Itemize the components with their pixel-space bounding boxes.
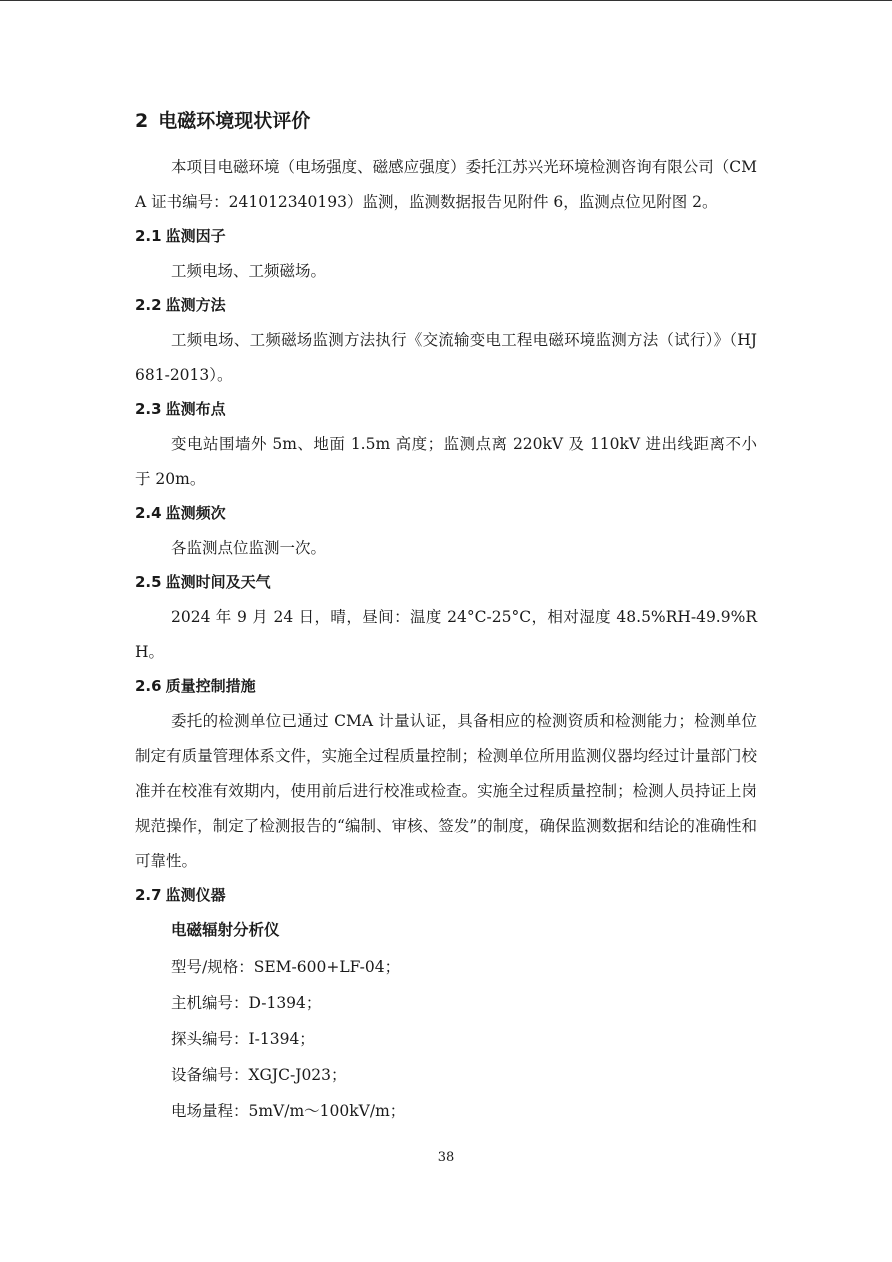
intro-paragraph: 本项目电磁环境（电场强度、磁感应强度）委托江苏兴光环境检测咨询有限公司（CMA 证书编号：241012340193）监测，监测数据报告见附件 6，监测点位见附图 2。 [135, 158, 757, 211]
instrument-spec-line: 电场量程：5mV/m～100kV/m； [171, 1102, 406, 1120]
instrument-spec-line: 设备编号：XGJC-J023； [171, 1066, 347, 1084]
top-border-line [0, 0, 892, 1]
instrument-spec-line: 探头编号：I-1394； [171, 1030, 315, 1048]
document-page [135, 104, 757, 1130]
subsection-text-2-6: 委托的检测单位已通过 CMA 计量认证，具备相应的检测资质和检测能力；检测单位制定有质量管理体系文件，实施全过程质量控制；检测单位所用监测仪器均经过计量部门校准并在校准有效期内，使用前后进行校准或检查。实施全过程质量控制；检测人员持证上岗规范操作，制定了检测报告的“编制、审核、签发”的制度，确保监测数据和结论的准确性和可靠性。 [135, 712, 757, 870]
instrument-spec-line: 型号/规格：SEM-600+LF-04； [171, 958, 401, 976]
instrument-spec-line: 主机编号：D-1394； [171, 994, 322, 1012]
subsection-heading-2-4: 2.4 监测频次 [135, 504, 226, 522]
page-number: 38 [437, 1150, 455, 1165]
instrument-name: 电磁辐射分析仪 [171, 921, 280, 939]
section-number: 2 [135, 110, 149, 132]
section-heading [135, 104, 757, 138]
subsection-heading-2-7: 2.7 监测仪器 [135, 886, 226, 904]
subsection-text-2-4: 各监测点位监测一次。 [171, 539, 327, 557]
subsection-heading-2-2: 2.2 监测方法 [135, 296, 226, 314]
subsection-heading-2-5: 2.5 监测时间及天气 [135, 573, 271, 591]
subsection-heading-2-3: 2.3 监测布点 [135, 400, 226, 418]
subsection-text-2-3: 变电站围墙外 5m、地面 1.5m 高度；监测点离 220kV 及 110kV 进出线距离不小于 20m。 [135, 435, 757, 488]
section-title: 电磁环境现状评价 [158, 110, 311, 132]
subsection-heading-2-1: 2.1 监测因子 [135, 227, 226, 245]
subsection-heading-2-6: 2.6 质量控制措施 [135, 677, 256, 695]
subsection-text-2-1: 工频电场、工频磁场。 [171, 262, 327, 280]
subsection-text-2-5: 2024 年 9 月 24 日，晴，昼间：温度 24°C-25°C，相对湿度 48.5%RH-49.9%RH。 [135, 608, 757, 661]
subsection-text-2-2: 工频电场、工频磁场监测方法执行《交流输变电工程电磁环境监测方法（试行）》（HJ 681-2013）。 [135, 331, 757, 384]
